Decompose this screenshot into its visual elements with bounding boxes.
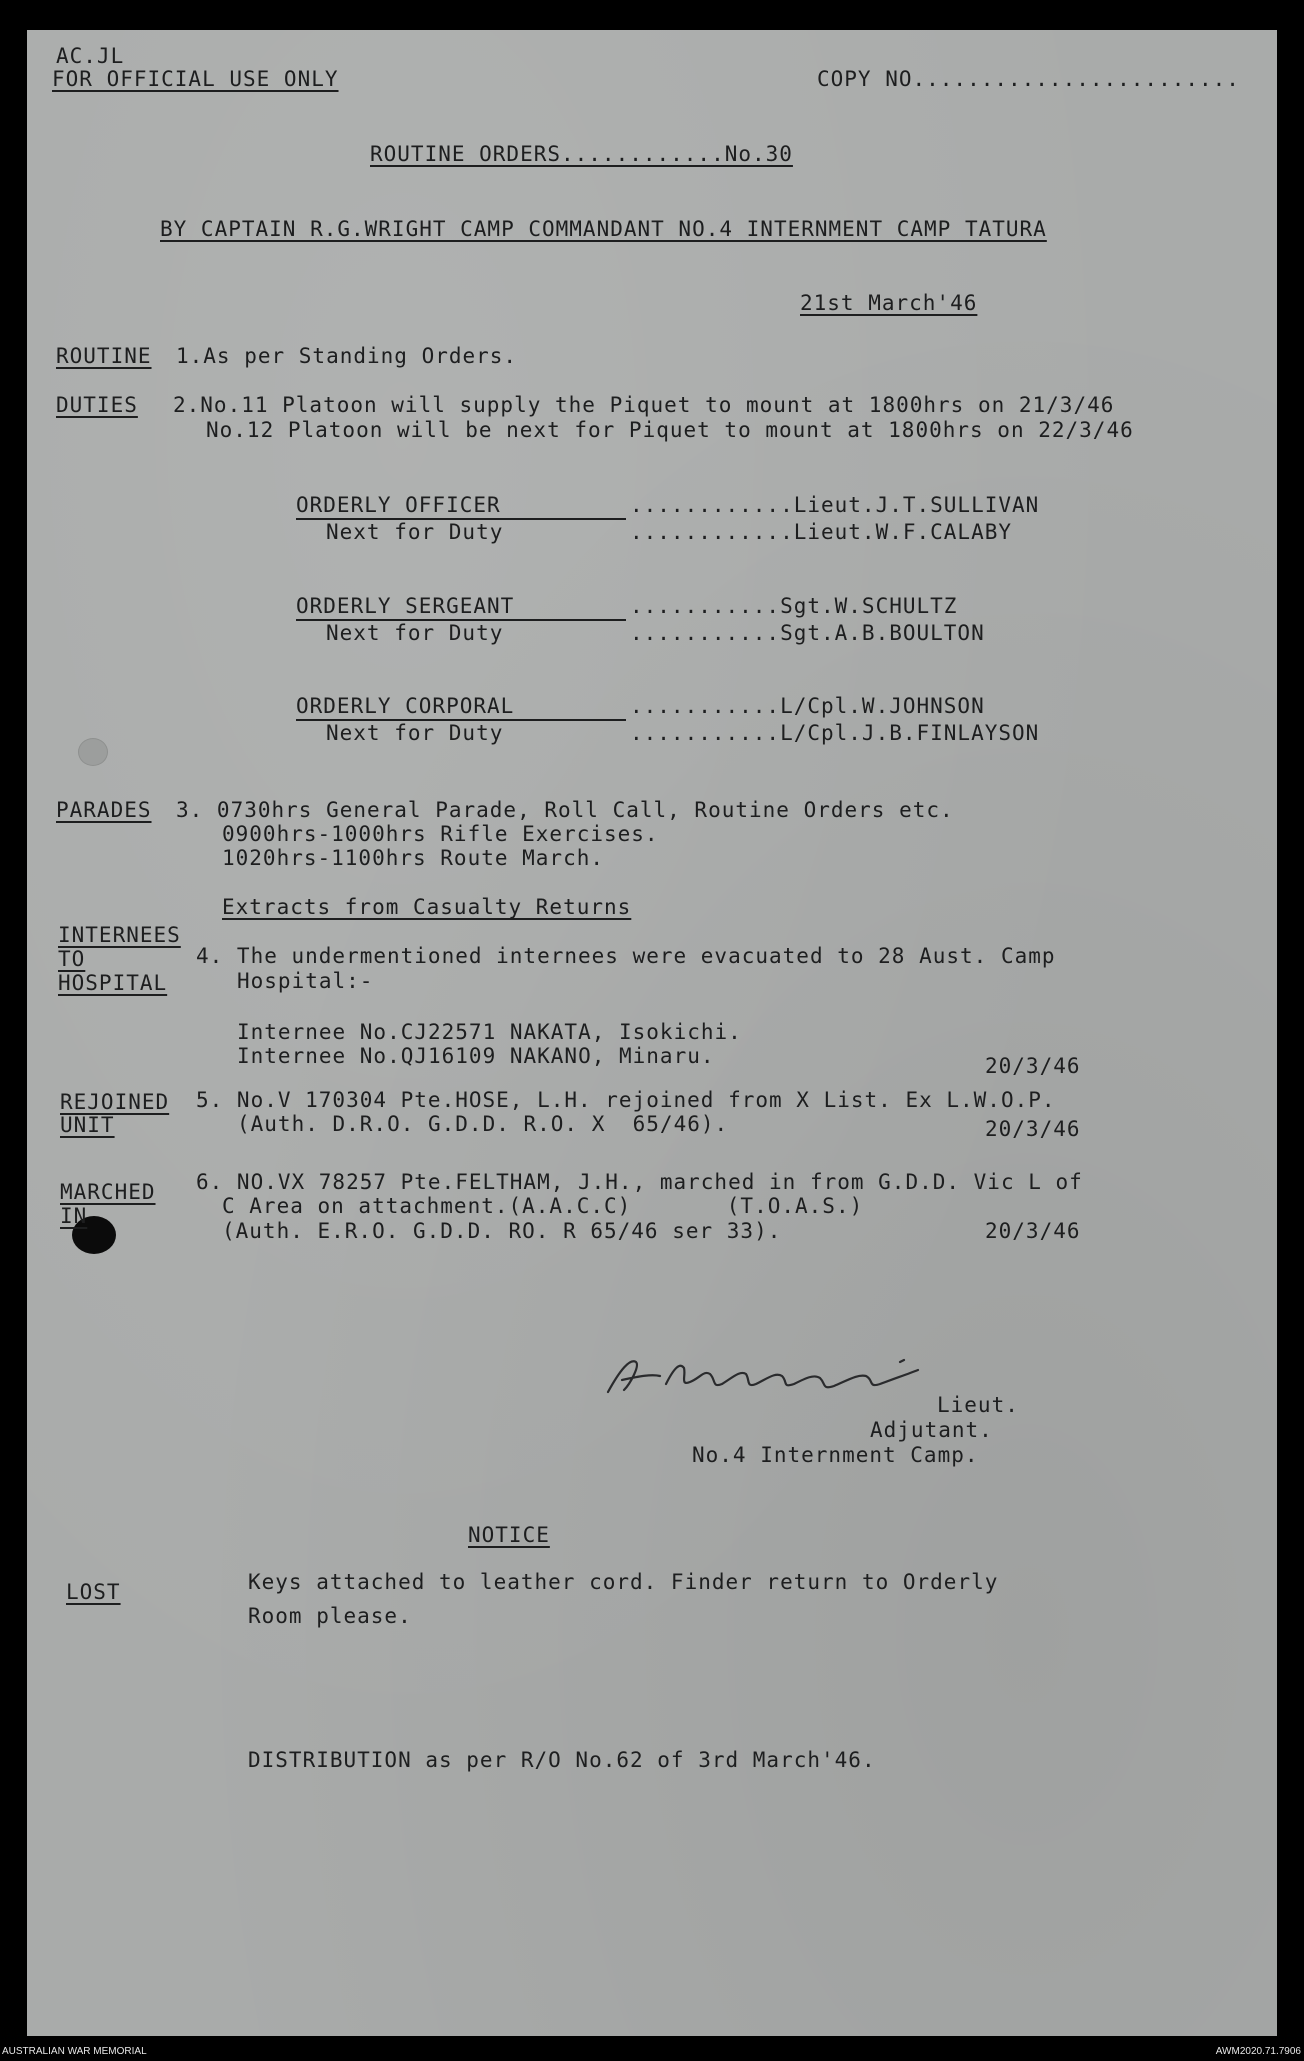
document-subtitle: BY CAPTAIN R.G.WRIGHT CAMP COMMANDANT NO.4 INTERNMENT CAMP TATURA <box>160 217 1047 241</box>
rejoined-heading-2: UNIT <box>60 1113 115 1137</box>
internee-entry-2: Internee No.QJ16109 NAKANO, Minaru. <box>237 1044 715 1068</box>
internees-heading-3: HOSPITAL <box>58 971 168 995</box>
rejoined-line-2: (Auth. D.R.O. G.D.D. R.O. X 65/46). <box>237 1112 729 1136</box>
marched-heading-2: IN <box>60 1204 88 1228</box>
internees-heading-2: TO <box>58 947 86 971</box>
signatory-unit: No.4 Internment Camp. <box>692 1443 979 1467</box>
roster-role-sergeant: ORDERLY SERGEANT <box>296 594 515 618</box>
footer-accession-id: AWM2020.71.7906 <box>1215 2046 1301 2057</box>
roster-next-name-corporal: ...........L/Cpl.J.B.FINLAYSON <box>630 721 1040 745</box>
distribution-line: DISTRIBUTION as per R/O No.62 of 3rd March'46. <box>248 1748 876 1772</box>
roster-next-name-officer: ............Lieut.W.F.CALABY <box>630 520 1013 544</box>
faint-hole-mark <box>78 738 108 766</box>
roster-role-officer: ORDERLY OFFICER <box>296 493 501 517</box>
roster-name-officer: ............Lieut.J.T.SULLIVAN <box>630 493 1040 517</box>
duties-line-2: No.12 Platoon will be next for Piquet to mount at 1800hrs on 22/3/46 <box>206 418 1134 442</box>
roster-next-name-sergeant: ...........Sgt.A.B.BOULTON <box>630 621 985 645</box>
signatory-title: Adjutant. <box>870 1418 993 1442</box>
reference-code: AC.JL <box>56 44 125 68</box>
parades-heading: PARADES <box>56 798 152 822</box>
parades-line-1: 3. 0730hrs General Parade, Roll Call, Routine Orders etc. <box>176 798 954 822</box>
casualty-heading: Extracts from Casualty Returns <box>222 895 632 919</box>
routine-heading: ROUTINE <box>56 344 152 368</box>
rejoined-date: 20/3/46 <box>985 1117 1081 1141</box>
classification-line: FOR OFFICIAL USE ONLY <box>52 67 339 91</box>
routine-text: 1.As per Standing Orders. <box>176 344 518 368</box>
copy-number: COPY NO........................ <box>817 67 1240 91</box>
roster-next-label-sergeant: Next for Duty <box>326 621 504 645</box>
marched-date: 20/3/46 <box>985 1219 1081 1243</box>
rejoined-line-1: 5. No.V 170304 Pte.HOSE, L.H. rejoined from X List. Ex L.W.O.P. <box>196 1088 1056 1112</box>
notice-heading: NOTICE <box>468 1523 550 1547</box>
duties-line-1: 2.No.11 Platoon will supply the Piquet to mount at 1800hrs on 21/3/46 <box>173 393 1115 417</box>
roster-name-sergeant: ...........Sgt.W.SCHULTZ <box>630 594 958 618</box>
roster-name-corporal: ...........L/Cpl.W.JOHNSON <box>630 694 985 718</box>
internees-line-2: Hospital:- <box>237 969 374 993</box>
internees-heading-1: INTERNEES <box>58 923 181 947</box>
roster-next-label-corporal: Next for Duty <box>326 721 504 745</box>
marched-line-1: 6. NO.VX 78257 Pte.FELTHAM, J.H., marched in from G.D.D. Vic L of <box>196 1170 1083 1194</box>
parades-line-3: 1020hrs-1100hrs Route March. <box>222 846 605 870</box>
document-title: ROUTINE ORDERS............No.30 <box>370 142 793 166</box>
internees-line-1: 4. The undermentioned internees were evacuated to 28 Aust. Camp <box>196 944 1056 968</box>
internees-date: 20/3/46 <box>985 1054 1081 1078</box>
notice-line-2: Room please. <box>248 1604 412 1628</box>
duties-heading: DUTIES <box>56 393 138 417</box>
footer-source: AUSTRALIAN WAR MEMORIAL <box>2 2046 147 2057</box>
marched-line-2: C Area on attachment.(A.A.C.C) (T.O.A.S.) <box>222 1194 864 1218</box>
rejoined-heading-1: REJOINED <box>60 1090 170 1114</box>
internee-entry-1: Internee No.CJ22571 NAKATA, Isokichi. <box>237 1020 742 1044</box>
order-date: 21st March'46 <box>800 291 978 315</box>
adjutant-signature <box>600 1340 960 1410</box>
signatory-rank: Lieut. <box>937 1393 1019 1417</box>
roster-next-label-officer: Next for Duty <box>326 520 504 544</box>
notice-line-1: Keys attached to leather cord. Finder return to Orderly <box>248 1570 999 1594</box>
roster-role-corporal: ORDERLY CORPORAL <box>296 694 515 718</box>
marched-line-3: (Auth. E.R.O. G.D.D. RO. R 65/46 ser 33). <box>222 1219 782 1243</box>
notice-label-lost: LOST <box>66 1580 121 1604</box>
marched-heading-1: MARCHED <box>60 1180 156 1204</box>
parades-line-2: 0900hrs-1000hrs Rifle Exercises. <box>222 822 659 846</box>
